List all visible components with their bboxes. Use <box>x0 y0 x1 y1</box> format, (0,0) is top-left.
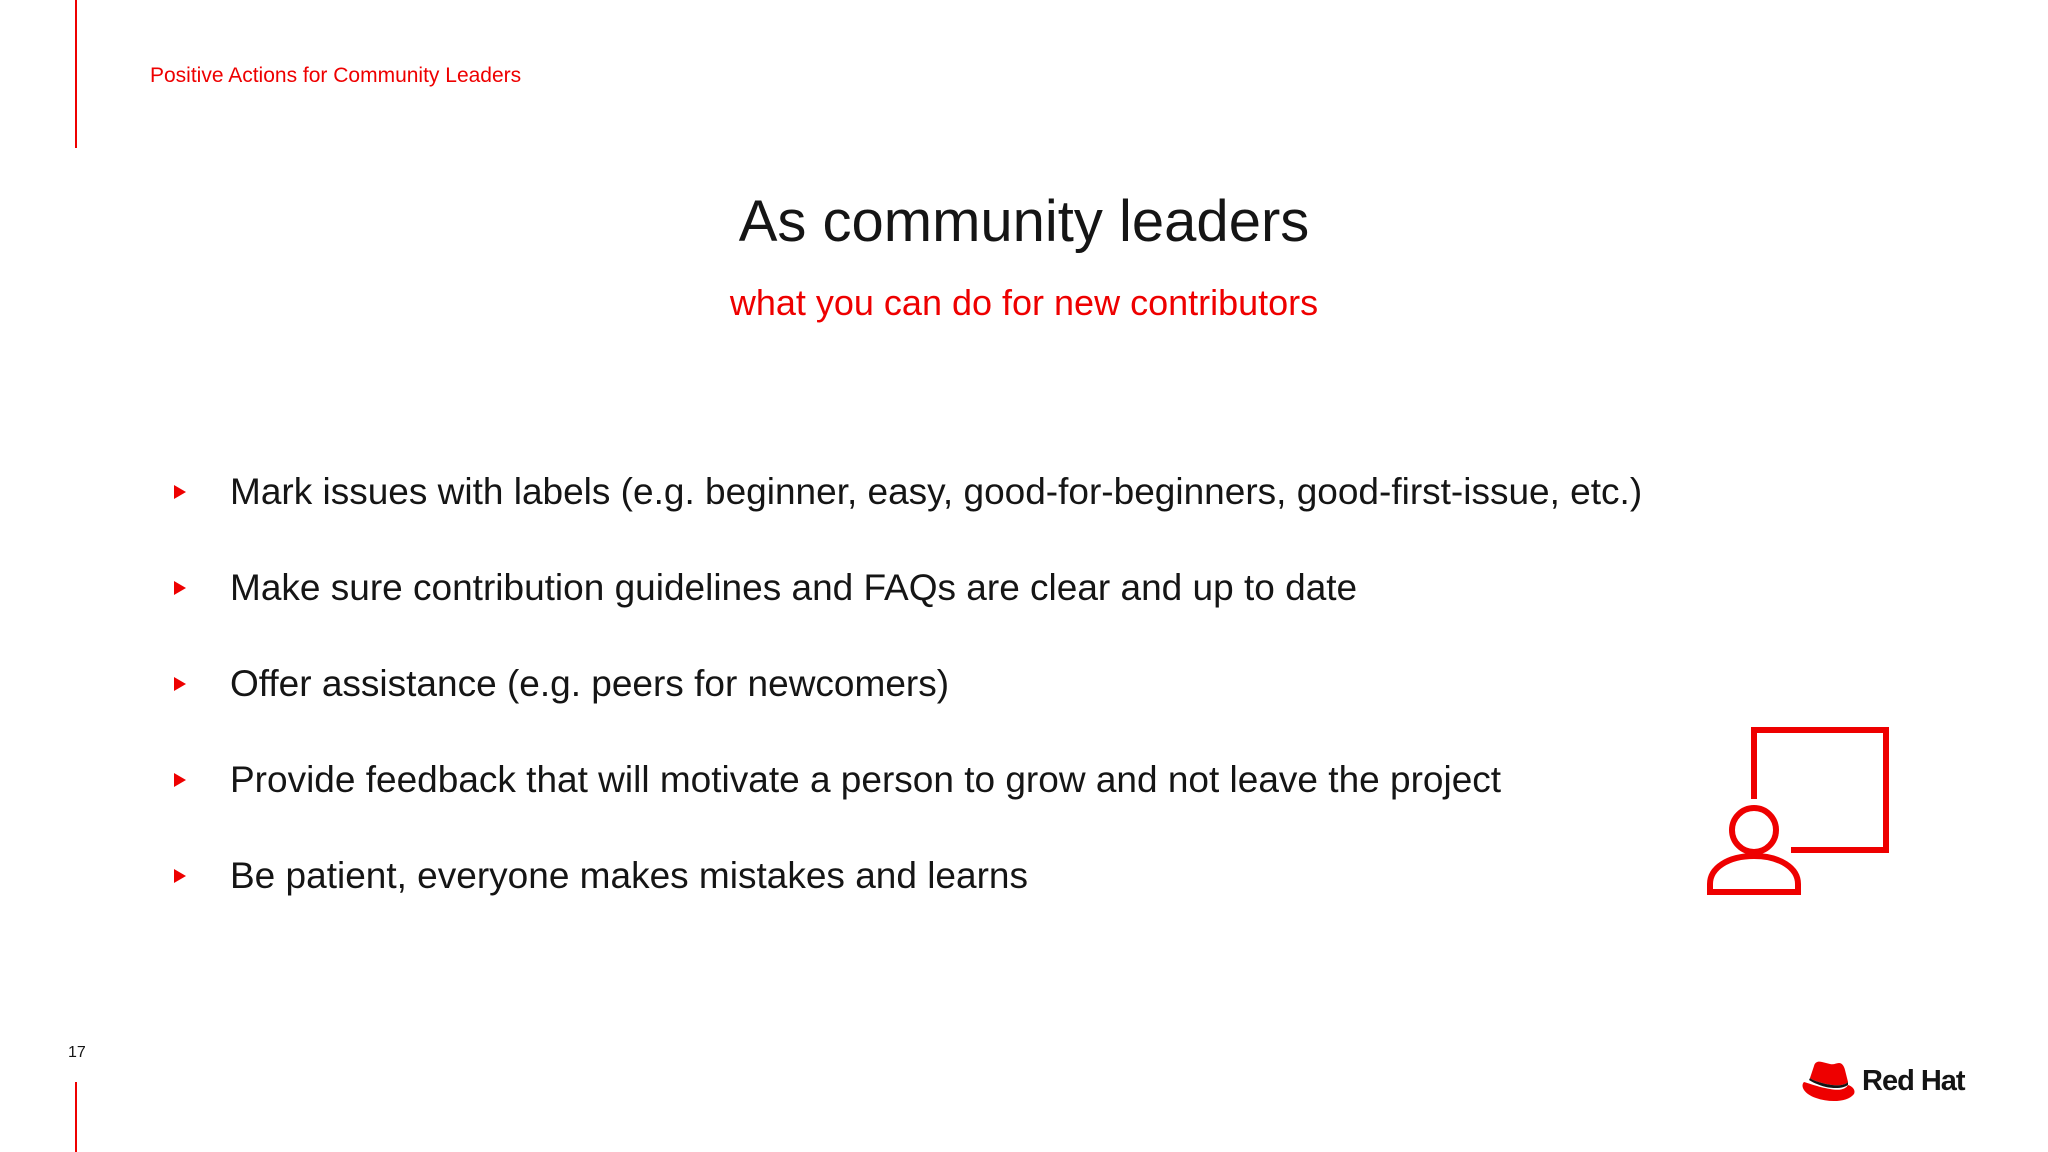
top-side-rule <box>75 0 77 148</box>
slide-title: As community leaders <box>738 189 1310 254</box>
bullet-item <box>174 566 1642 662</box>
bullet-arrow-icon <box>174 677 186 691</box>
bullet-text: Offer assistance (e.g. peers for newcomers) <box>230 663 950 704</box>
bottom-side-rule <box>75 1082 77 1152</box>
bullet-text: Mark issues with labels (e.g. beginner, easy, good-for-beginners, good-first-issue, etc.) <box>230 471 1643 512</box>
slide-subtitle: what you can do for new contributors <box>729 282 1319 323</box>
bullet-arrow-icon <box>174 869 186 883</box>
red-hat-logo <box>1800 1058 1965 1104</box>
bullet-item <box>174 758 1642 854</box>
bullet-item <box>174 662 1642 758</box>
bullet-text: Make sure contribution guidelines and FAQs are clear and up to date <box>230 567 1358 608</box>
red-hat-fedora-icon <box>1800 1058 1856 1104</box>
logo-text: Red Hat <box>1862 1064 1965 1097</box>
bullet-arrow-icon <box>174 581 186 595</box>
bullet-item <box>174 470 1642 566</box>
bullet-text: Be patient, everyone makes mistakes and learns <box>230 855 1028 896</box>
person-with-frame-icon <box>1706 726 1890 896</box>
section-label: Positive Actions for Community Leaders <box>150 64 522 87</box>
page-number: 17 <box>68 1044 86 1061</box>
bullet-item <box>174 854 1642 950</box>
bullet-arrow-icon <box>174 773 186 787</box>
bullet-arrow-icon <box>174 485 186 499</box>
bullet-list <box>174 470 1642 950</box>
bullet-text: Provide feedback that will motivate a person to grow and not leave the project <box>230 759 1502 800</box>
